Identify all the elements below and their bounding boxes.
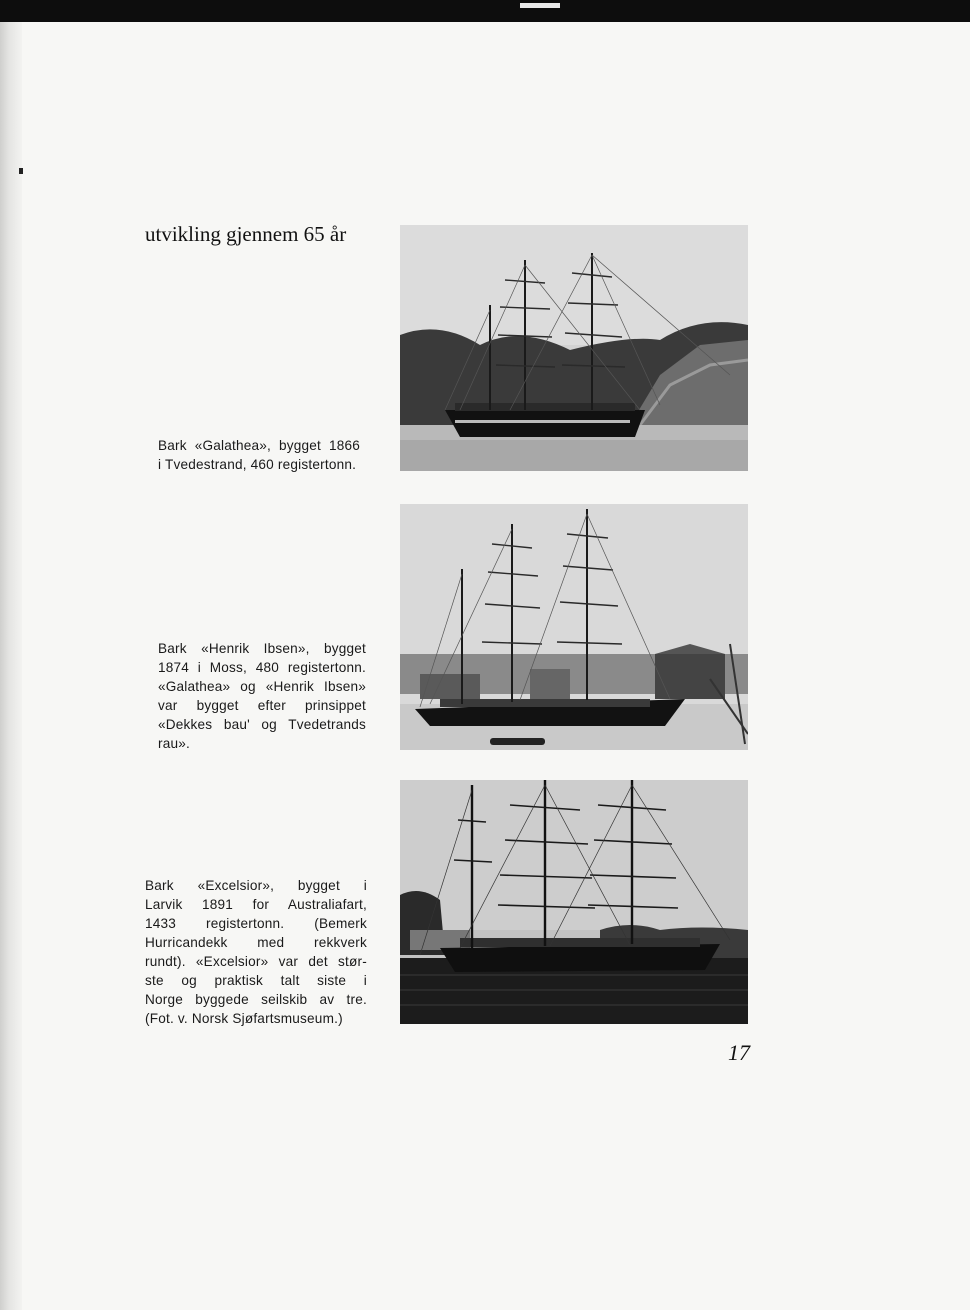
caption-line: ste og praktisk talt siste i: [145, 973, 367, 988]
page-number: 17: [728, 1040, 750, 1065]
caption-line: «Dekkes bau' og Tvedetrands: [158, 717, 366, 732]
caption-excelsior: [145, 876, 367, 1028]
caption-line: 1874 i Moss, 480 registertonn.: [158, 660, 366, 675]
scan-glare: [520, 3, 560, 8]
photo-excelsior: [400, 780, 748, 1024]
caption-line: Larvik 1891 for Australiafart,: [145, 897, 367, 912]
caption-line: var bygget efter prinsippet: [158, 698, 366, 713]
scan-corner-mark: [0, 14, 30, 22]
caption-line: Bark «Excelsior», bygget i: [145, 878, 367, 893]
photo-henrik-ibsen: [400, 504, 748, 750]
caption-line: Norge byggede seilskib av tre.: [145, 992, 367, 1007]
section-heading: utvikling gjennem 65 år: [145, 222, 347, 246]
caption-line: rundt). «Excelsior» var det stør-: [145, 954, 367, 969]
caption-line: rau».: [158, 736, 190, 751]
caption-line: «Galathea» og «Henrik Ibsen»: [158, 679, 366, 694]
page-gutter-shadow: [0, 22, 22, 1310]
scan-top-edge: [0, 0, 970, 22]
caption-line: Hurricandekk med rekkverk: [145, 935, 367, 950]
caption-galathea: [158, 436, 360, 474]
caption-line: (Fot. v. Norsk Sjøfartsmuseum.): [145, 1011, 343, 1026]
caption-line: Bark «Galathea», bygget 1866: [158, 438, 360, 453]
gutter-speck: [19, 168, 23, 174]
caption-line: 1433 registertonn. (Bemerk: [145, 916, 367, 931]
caption-line: i Tvedestrand, 460 registertonn.: [158, 457, 357, 472]
photo-galathea: [400, 225, 748, 471]
caption-henrik-ibsen: [158, 639, 366, 753]
caption-line: Bark «Henrik Ibsen», bygget: [158, 641, 366, 656]
